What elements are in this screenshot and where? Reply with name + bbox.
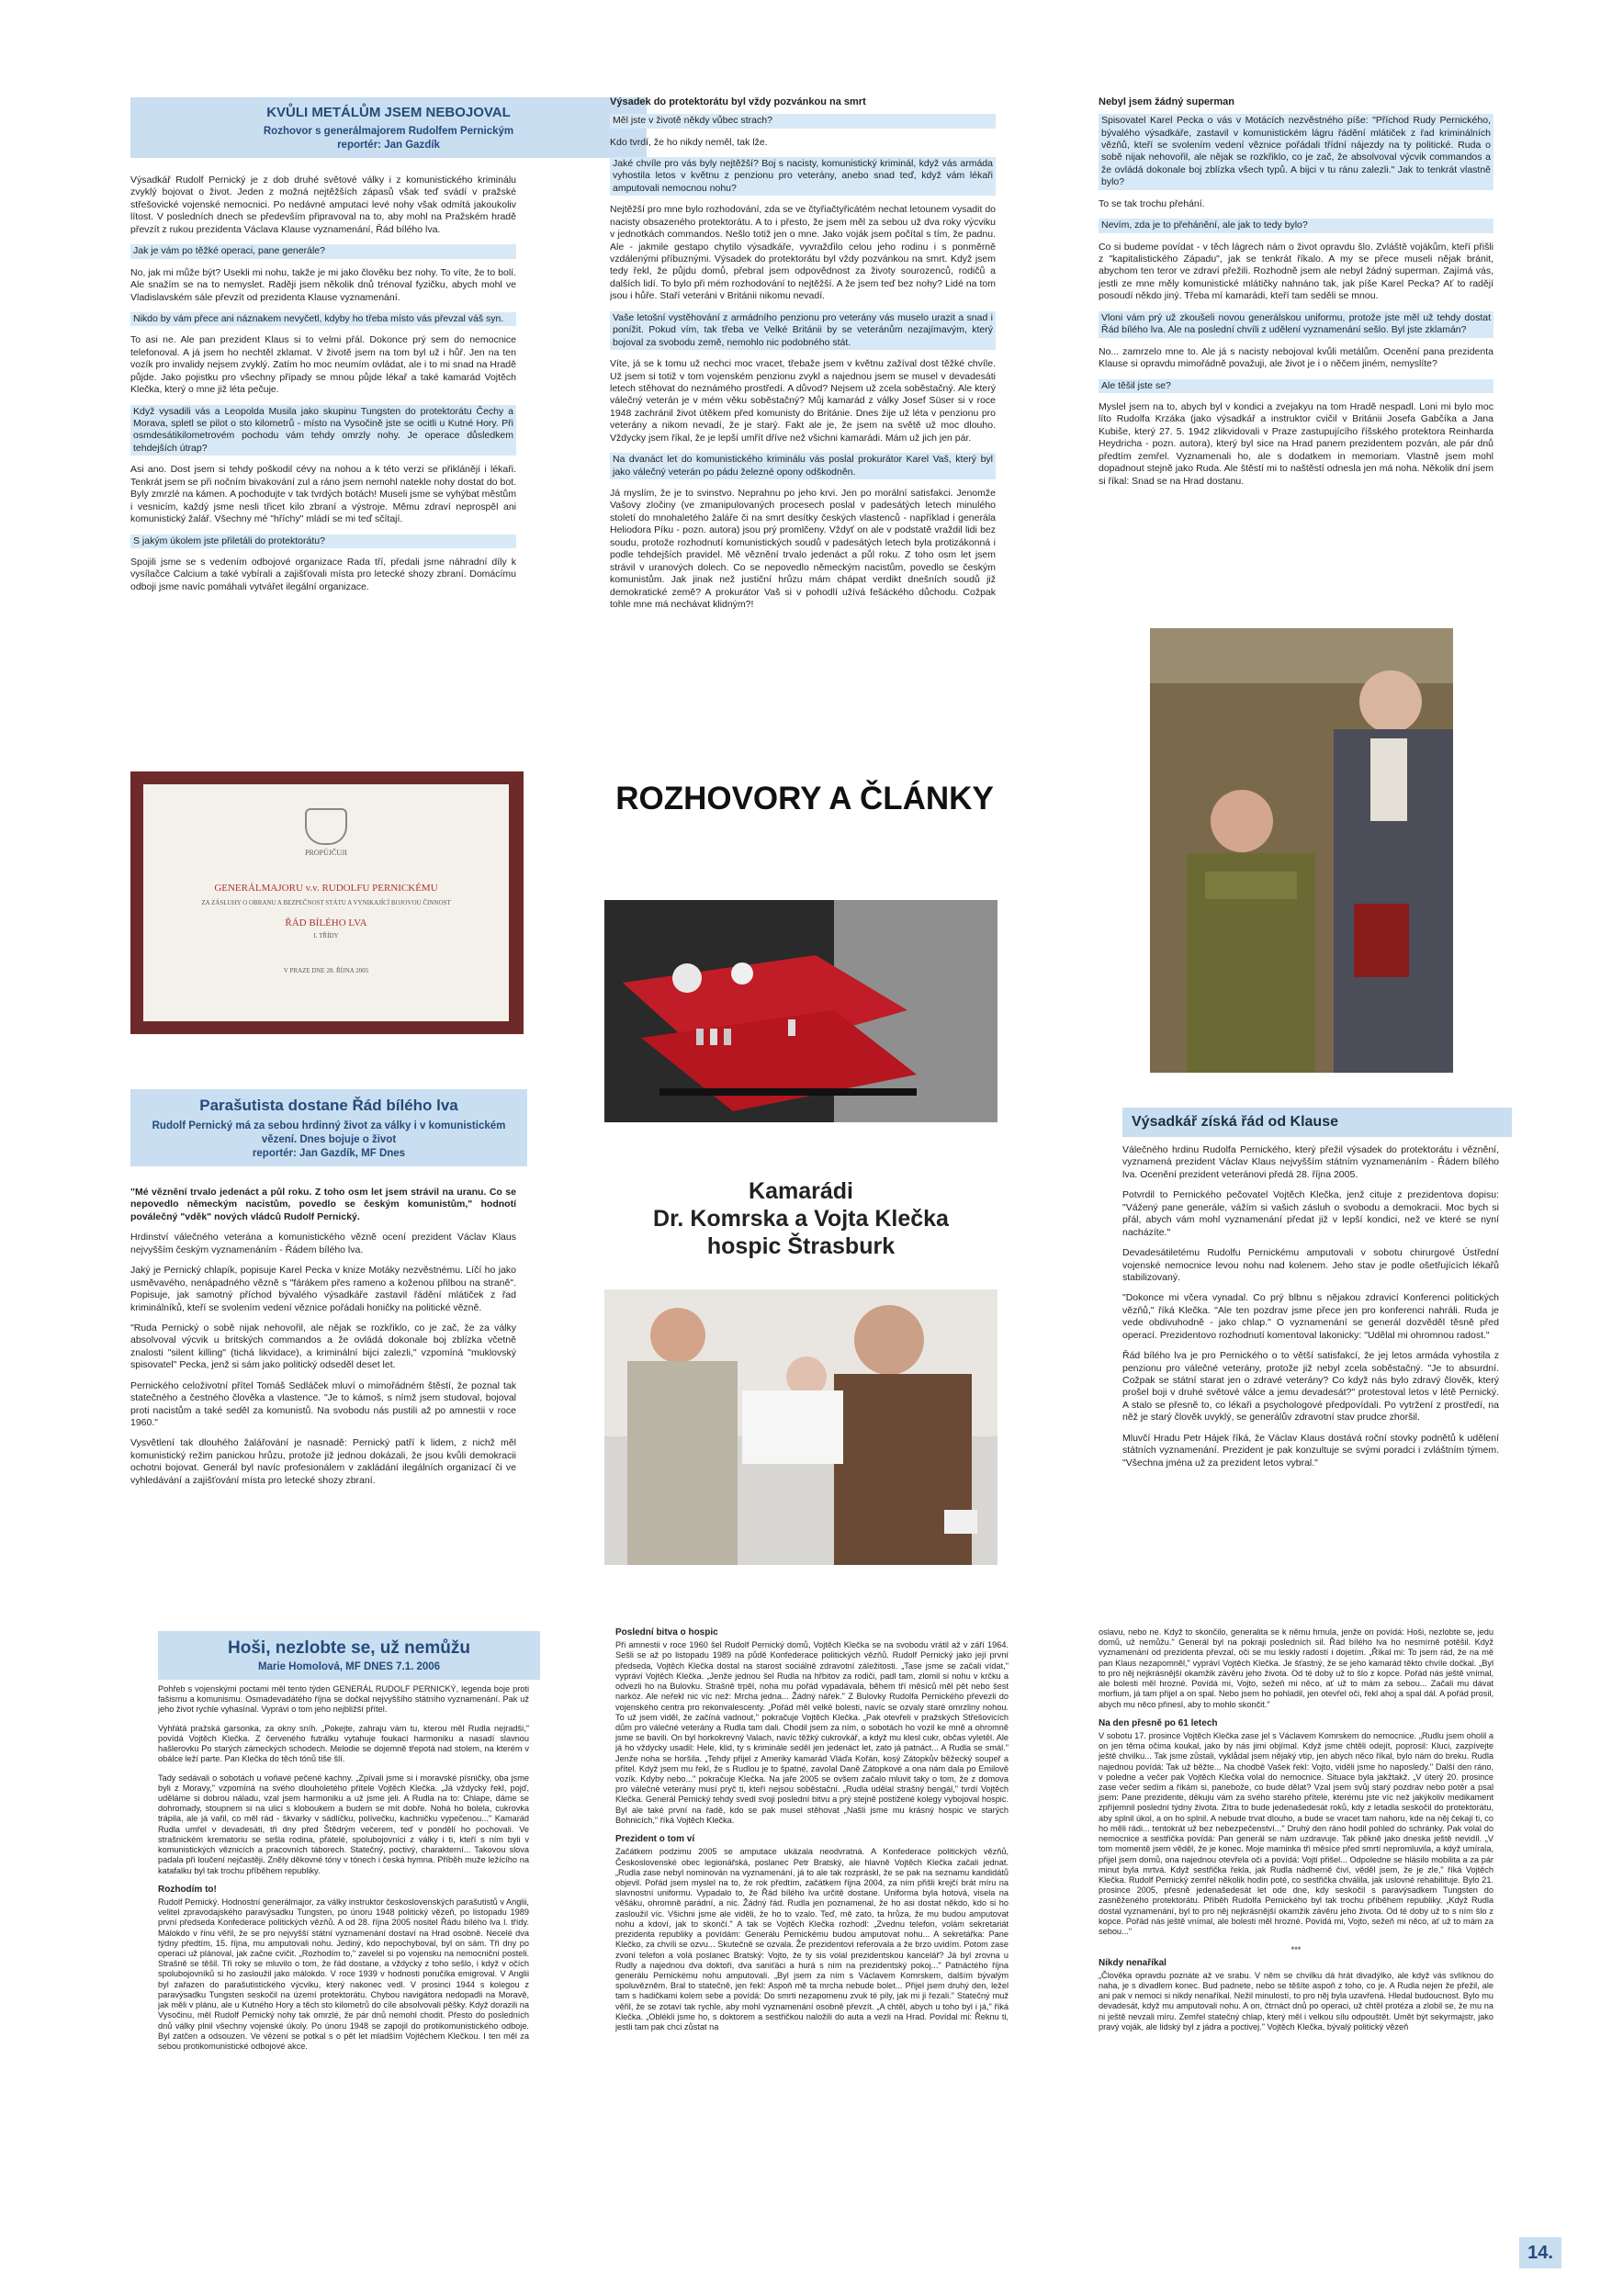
section-heading: Poslední bitva o hospic [615, 1627, 718, 1638]
diploma-recipient: GENERÁLMAJORU v.v. RUDOLFU PERNICKÉMU [214, 883, 438, 894]
veterans-photo [1150, 628, 1453, 1073]
section-heading: Prezident o tom ví [615, 1834, 695, 1845]
article-title: Hoši, nezlobte se, už nemůžu [228, 1638, 470, 1658]
section-heading: Nebyl jsem žádný superman [1099, 96, 1234, 107]
question: Na dvanáct let do komunistického kriminálu vás poslal prokurátor Karel Vaš, který byl jako válečný veterán po pádu železné opony odškodněn. [610, 453, 996, 479]
diploma-line: I. TŘÍDY [313, 932, 339, 940]
article-byline: reportér: Jan Gazdík, MF Dnes [252, 1147, 406, 1159]
paragraph: Jaký je Pernický chlapík, popisuje Karel Pecka v knize Motáky nezvěstnému. Líčí ho jako usměvavého, nenápadného vězně s "fárákem přes rameno a koženou přilbou na straně". Popisuje, jak samotný příchod bývalého výsadkáře zastavil řádění mlátiček z řad kriminálníků, kteří se svolením vedení věznice pořádali honičky na politické vězně. [130, 1265, 516, 1313]
paragraph: Spojili jsme se s vedením odbojové organizace Rada tří, předali jsme náhradní díly k vysílačce Calcium a také vybírali a zajišťovali místa pro letecké shozy zbraní. Domácímu odboji jsme navíc pomáhali vytvářet ilegální organizace. [130, 556, 516, 592]
paragraph: Rudolf Pernický. Hodnostní generálmajor, za války instruktor československých parašutistů v Anglii, velitel zpravodajského paravýsadku Tungsten, po únoru 1948 politický vězeň, po listopadu 1989 první předseda Konfederace politických vězňů. A od 28. října 2005 nositel Řádu bílého lva I. třídy. Málokdo v řínu věřil, že se pro nejvyšší státní vyznamenání dostaví na Hrad osobně. Necelé dva týdny předtím, 15. října, mu amputovali nohu. Jediný, kdo nepochyboval, byl on sám. Tři dny po operaci už plánoval, jak začne cvičit. „Rozhodím to," zavelel si po vojensku na nemocniční posteli. Strašně se těšil. Tři roky se mluvilo o tom, že řád dostane, a vždycky z toho sešlo, i když v očích spolubojovníků si ho zasloužil jako málokdo. V roce 1939 v hodnosti poručíka emigroval. V Anglii byl zařazen do parašutistického výcviku, který nakonec vedl. V prosinci 1944 s kolegou z paravýsadku Tungsten seskočil na území protektorátu. Chybou navigátora nedopadli na Moravě, jak měli v plánu, ale u Kutného Hory a těch sto kilometrů do cíle absolvovali pěšky. Když dorazili na Vysočinu, měl Rudolf Pernický nohy tak omrzlé, že pár dnů nemohl chodit. Přesto do posledních dnů války plnil všechny vojenské úkoly. Po únoru 1948 se zapojil do protikomunistického odboje. Byl zatčen a odsouzen. Ve vězení se potkal s o pět let mladším Vojtěchem Klečkou. I ten měl za sebou protikomunistické odbojové akce. [158, 1896, 529, 2051]
paragraph: No... zamrzelo mne to. Ale já s nacisty nebojoval kvůli metálům. Ocenění pana prezidenta Klause si opravdu mimořádně považuji, ale život je i o něčem jiném, nemyslíte? [1099, 345, 1493, 370]
paragraph: Pohřeb s vojenskými poctami měl tento týden GENERÁL RUDOLF PERNICKÝ, legenda boje proti fašismu a komunismu. Osmadevadátého října se dočkal nejvyššího státního vyznamenání. Pak už jeho život rychle vyhasínal. Vyprávi o tom jeho nejbližší přítel. [158, 1684, 529, 1715]
paragraph: "Dokonce mi včera vynadal. Co prý blbnu s nějakou zdravicí Konferenci politických vězňů," říká Klečka. "Ale ten pozdrav jsme přece jen pro konferenci nahráli. Ruda je vede obdivuhodně - jako chlap." O vyznamenání se generál dozvěděl těsně před operací. Prezidentovo rozhodnutí komentoval lakonicky: "Udělal mi ohromnou radost." [1122, 1292, 1499, 1341]
question: Vloni vám prý už zkoušeli novou generálskou uniformu, protože jste měl už tehdy dostat Řád bílého lva. Ale na poslední chvíli z udělení vyznamenání sešlo. Byl jste zklamán? [1099, 311, 1493, 338]
veterans-photo-drawing [1150, 628, 1453, 1073]
paragraph: Válečného hrdinu Rudolfa Pernického, který přežil výsadek do protektorátu i věznění, vyznamená prezident Václav Klaus nejvyšším státním vyznamenáním - Řádem bílého lva. Ocenění prezident veteránovi předá 28. října 2005. [1122, 1144, 1499, 1180]
article-subtitle: Rozhovor s generálmajorem Rudolfem Pernickým [263, 126, 514, 137]
diploma-line: ZA ZÁSLUHY O OBRANU A BEZPEČNOST STÁTU A VYNIKAJÍCÍ BOJOVOU ČINNOST [201, 899, 451, 906]
paragraph: No, jak mi může být? Usekli mi nohu, takže je mi jako člověku bez nohy. To víte, že to bolí. Ale snažím se na to nemyslet. Raději jsem několik dnů trénoval fyzičku, abych mohl ve Vladislavském sále převzít od prezidenta Klause vyznamenání. [130, 266, 516, 303]
article-title: Výsadkář získá řád od Klause [1132, 1114, 1338, 1130]
paragraph: Nejtěžší pro mne bylo rozhodování, zda se ve čtyřiačtyřicátém nechat letounem vysadit do nacisty obsazeného protektorátu. A to i přesto, že jsem měl za sebou už dva roky výcviku v jednotkách commandos. Nešlo totiž jen o mne. Jako voják jsem počítal s tím, že padnu. Ale - jakmile gestapo chytilo výsadkáře, vyvražďilo celou jeho rodinu i s ponměrně vzdálenými příbuznými. Výsadek do protektorátu byl vždy pozvánkou na smrt. Když jsem tedy řekl, že půjdu domů, přebral jsem odpovědnost za životy sourozenců, rodičů a dalších lidí. To bylo při mém rozhodování to nejtěžší. A že jsem teď bez nohy? Lidé na tom jsou i hůře. Staří veteráni v Británii nikomu nevadí. [610, 204, 996, 302]
article-column-3 [1099, 96, 1493, 610]
article-title: KVŮLI METÁLŮM JSEM NEBOJOVAL [266, 105, 511, 120]
question: Nevím, zda je to přehánění, ale jak to tedy bylo? [1099, 219, 1493, 232]
article-column-parachutist [130, 1187, 516, 1572]
paragraph: Asi ano. Dost jsem si tehdy poškodil cévy na nohou a k této verzi se přiklánějí i lékaři. Tenkrát jsem se při nočním bivakování zul a ráno jsem nemohl natekle nohy dostat do bot. Byly zmrzlé na kámen. A pochodujte v tak tvrdých botách! Museli jsme se vyhýbat městům i vesnicím, každý jsme nesli třicet kilo zbraní a výstroje. Měmu zdraví neprospěl ani komunistický žalář. Všechny mé "hříchy" mládí se mi teď sčítají. [130, 464, 516, 525]
paragraph: „Člověka opravdu poznáte až ve srabu. V něm se chvilku dá hrát divadýlko, ale když vás svlíknou do naha, je s divadlem konec. Bud padnete, nebo se těšíte aspoň z toho, co je. A Rudla nejen že přežil, ale ani pak v nemoci si nikdy nenaříkal. Nežil minulostí, to pro něj byla uzavřená. Hledal budoucnost. Bylo mu devadesát, když mu amputovali nohu. A on, čtrnáct dnů po operaci, už chtěl protéza a zlobil se, že mu na ni ještě nevzali míru. Zemřel statečný chlap, který měl i velkou sílu odpouštět. Umět být sekyrmajstr, jako pravý voják, ale lidský byl z jádra a poctivej." Vojtěch Klečka, bývalý politický vězeň [1099, 1970, 1493, 2032]
diploma-line: PROPŮJČUJI [305, 849, 347, 857]
section-heading: Nikdy nenaříkal [1099, 1957, 1167, 1968]
page-title: ROZHOVORY A ČLÁNKY [615, 781, 994, 816]
friends-photo [604, 1289, 997, 1565]
separator-stars: *** [1291, 1945, 1302, 1955]
section-heading: Na den přesně po 61 letech [1099, 1717, 1218, 1728]
question: Vaše letošní vystěhování z armádního penzionu pro veterány vás muselo urazit a snad i ponížit. Pokud vím, tak třeba ve Velké Británii by se veteránům nezajímavým, který bojoval za svobodu země, nemohlo nic podobného stát. [610, 311, 996, 350]
paragraph: V sobotu 17. prosince Vojtěch Klečka zase jel s Václavem Komrskem do nemocnice. „Rudlu jsem oholil a on jen těma očima koukal, jako by nás jimi objímal. Když jsme chtěli odejít, poprosil: Kluci, zazpívejte ještě chvilku... Tak jsme zůstali, vyklådal jsem nějaký vtip, jen abych něco říkal, bylo nám do breku. Rudla najednou povídá: Tak už běžte... Na chodbě Vašek řekl: Vojto, viděli jsme ho naposledy." Další den ráno, v poledne a večer pak Vojtěch Klečka volal do nemocnice. Situace byla jakžtakž. „V úterý 20. prosince zase večer sedím a říkám si, panebože, co bude dělat? Vzal jsem svůj starý pozdrav nebo potěr a psal jsem: Pane prezidente, děkuju vám za svého starého přítele, kterému jste víc než jakýkoliv medikament zpříjemnil poslední týdny života. Zítra to bude jedenašedesát roků, kdy z letadla seskočil do protektorátu, aby splnil úkol, a on ho splnil. A nebude trvat dlouho, a bude se vracet tam nahoru, kde na něj čekají ti, co ho měli rádi... tentokrát už bez nebezpečenství..." Druhý den ráno hodil pohled do schránky. Pak volal do nemocnice a sestřička povídá: Pan generál se nám uzdravuje. Tak pěkně jako dneska ještě nevidíl. „V tom momentě jsem věděl, že je konec. Moje maminka tři měsíce před smrtí nepromluvila, a když umírala, přijel jsem domů, ona najednou otevřela oči a povídá: Vojti přišel... Odpoledne se hlásilo mobilita a za pár minut byla mrtvá. Když sestřička řekla, jak Rudla nádherně čiví, věděl jsem, že je zle," říká Vojtěch Klečka. Rudolf Pernický zemřel několik hodin poté, co sestřička chválila, jak uslovné rehabilituje. Bylo 21. prosince 2005, přesně jedenašedesát let ode dne, kdy seskočil s paravýsadkem Tungsten do zasněženého protektorátu. Příběh Rudolfa Pernického byl tak trochu příběhem republiky. „Když Rudla dostal vyznamenání, byl to pro něj nejkrásnější okamžik závěru jeho života. Od té doby už to s ním šlo z kopce. Pořád nás ještě vnímal, ale bolesti měl hrozné. Povídá mi, Vojto, sežeň mi něco, ať už to mám za sebou..." [1099, 1730, 1493, 1937]
question: Měl jste v životě někdy vůbec strach? [610, 114, 996, 128]
question: S jakým úkolem jste přiletáli do protektorátu? [130, 535, 516, 548]
article-column-hosi-1 [158, 1684, 529, 2235]
paragraph: Vyhřátá pražská garsonka, za okny sníh. „Pokejte, zahraju vám tu, kterou měl Rudla nejradši," povídá Vojtěch Klečka. Z červeného futrálku vytahuje foukací harmoniku a nasadí slavnou hašlerovku Po starých zámeckých schodech. Melodie se dojemně třepotá nad stolem, na kterém v obálce leží parte. Pan Klečka do těch tónů tiše šlí. [158, 1723, 529, 1764]
article-header-hosi [158, 1631, 540, 1680]
paragraph: Hrdinství válečného veterána a komunistického vězně ocení prezident Václav Klaus nejvyšším českým vyznamenáním - Řádem bílého lva. [130, 1232, 516, 1255]
diploma-photo [130, 771, 524, 1034]
paragraph: Devadesátiletému Rudolfu Pernickému amputovali v sobotu chirurgové Ústřední vojenské nemocnice levou nohu nad kolenem. Jeho stav je podle ošetřujících lékařů stabilizovaný. [1122, 1247, 1499, 1283]
paragraph: To se tak trochu přehání. [1099, 197, 1205, 209]
article-column-hosi-3 [1099, 1627, 1493, 2234]
paragraph: Výsadkář Rudolf Pernický je z dob druhé světové války i z komunistického kriminálu zvyklý bojovat o život. Jeden z možná nejtěžších zápasů však teď svádí v pražské střešovické vojenské nemocnici. Po nedávné amputaci levé nohy však odmítá jakoukoliv lítost. V posledních dnech se především připravoval na to, aby mohl na Pražském hradě převzít z rukou prezidenta Václava Klause vyznamenání, Řád bílého lva. [130, 174, 516, 235]
page-number: 14. [1519, 2237, 1561, 2268]
question: Ale těšil jste se? [1099, 379, 1493, 393]
article-byline: Marie Homolová, MF DNES 7.1. 2006 [257, 1661, 441, 1672]
medals-photo [604, 900, 997, 1122]
paragraph: Při amnestii v roce 1960 šel Rudolf Pernický domů, Vojtěch Klečka se na svobodu vrátil až v září 1964. Sešli se až po listopadu 1989 na půdě Konfederace politických vězňů. Rudolf Pernický jako její první předseda, Vojtěch Klečka dostal na starost sociálně zdravotní záležitosti. „Tase jsme se začali vídat," vypráví Vojtěch Klečka. „Jenže jednou šel Rudla na hřbitov za rodiči, padl tam, zlomil si nohu v krčku a odvezli ho na Bulovku. Strašně trpěl, noha mu pořád vypadávala, během tří měsíců měl pět nebo šest narkóz. Ale neřekl nic víc než: Mrcha jedna... Žádný nářek." Z Bulovky Rudolfa Pernického převezli do vojenského centra pro rekonvalescenty. „Pořád měl velké bolesti, navíc se ozvaly staré omrzliny nohou. To už jsem viděl, že začíná vadnout," pokračuje Vojtěch Klečka. „Pak otevřeli v pražských Střešovicích dům pro válečné veterány a Rudla tam dali. Chodil jsem za ním, o sobotách ho vozil ke mně a ohromně jsme se bavili. On byl horkokrevný Valach, navíc těžký cukrovkář, a když mu klesl cukr, občas vyletěl. Ale já ho vždycky usadil: Hele, klid, ty s kriminále seděl jen jedenáct let, zato já patnáct... A Rudla se smál." Jenže nohа se horšila. „Tehdy přijel z Ameriky kamarád Vláďa Kořán, kosý Zátopkův běžecký soupeř a přítel. Když jsem mu řekl, že s Rudlou je to špatné, zavolal Daně Zátopkové a ona nám dala po Emilově vozík. Kdyby nebo..." pokračuje Klečka. Na jaře 2005 se ovšem začalo mluvit taky o tom, že z domova pro válečné veterány musí pryč ti, kteří nejsou soběstační. „Rudla udělal strašný bengál," tvrdí Vojtěch Klečka. Generál Pernický tehdy svedl svoji poslední bitvu a prý stejně postižené kolegy vybojoval hospic. Byl ale také první na řadě, kdo se pak musel stěhovat „Našli jsme mu krásný hospic ve starých Bohnicích," říká Vojtěch Klečka. [615, 1640, 1009, 1825]
diploma-paper [143, 784, 509, 1021]
section-heading: Rozhodím to! [158, 1884, 217, 1895]
paragraph: Potvrdil to Pernického pečovatel Vojtěch Klečka, jenž cituje z prezidentova dopisu: "Vážený pane generále, vážím si vašich zásluh o svobodu a demokracii. Moc bych si přál, abych vám mohl vyznamenání předat již v lepší kondici, než ve které se nyní nacházíte." [1122, 1189, 1499, 1238]
diploma-order: ŘÁD BÍLÉHO LVA [285, 917, 367, 929]
paragraph: "Mé věznění trvalo jedenáct a půl roku. Z toho osm let jsem strávil na uranu. Co se nepovedlo německým nacistům, povedlo se českým komunistům," hodnotí poválečný "vděk" nových vládců Rudolf Pernický. [130, 1187, 516, 1222]
coat-of-arms-icon [305, 808, 347, 845]
article-byline: reportér: Jan Gazdík [337, 139, 440, 151]
question: Spisovatel Karel Pecka o vás v Motácích nezvěstného píše: "Příchod Rudy Pernického, bývalého výsadkáře, zastavil v komunistickém lágru řádění mlátiček z řad kriminálních vězňů, kteří se svolením vedení věznice pořádali třídní nájezdy na ty politické. Ruda o sobě nijak nehovořil, ale nějak se rozkřiklo, co je zač, že absolvoval výcvik commandos a že ovládá dokonale boj zblízka všech typů. A bijci v tu ránu zalezli." Jak to tenkrát vlastně bylo? [1099, 114, 1493, 190]
article-column-hosi-2 [615, 1627, 1009, 2234]
medals-photo-drawing [604, 900, 997, 1122]
paragraph: Řád bílého lva je pro Pernického o to větší satisfakcí, že jej letos armáda vyhostila z penzionu pro válečné veterány, protože již nebyl zcela soběstačný. "Je to absurdní. Cožpak se státní starat jen o zdravé veterány? Co když nás bylo zdravý člověk, který prošel boji v druhé světové válce a jemu devadesát?" protestoval letos v létě Pernický. A stalo se přesně to, co lékaři a psychologové předpovídali. Po vytržení z prostředí, na něž je starý člověk uvyklý, se generálův zdravotní stav prudce zhoršil. [1122, 1350, 1499, 1424]
paragraph: oslavu, nebo ne. Když to skončilo, generalita se k němu hrnula, jenže on povídá: Hoši, nezlobte se, jedu domů, už nemůžu." Generál byl na pokraji posledních sil. Řád bílého lva ho nesmírně potěšil. Když vyznamenání od prezidenta převzal, oči se mu leskly radostí i dojetím. „Říkal mi: To jsem rád, že na mě pan Klaus nezapomněl," vypráví Vojtěch Klečka. Je šťastný, že se jeho kamarád těkto chvíle dočkal. „Byl to pro něj nejkrásnější okamžik závěru jeho života. Od té doby už to šlo z kopce. Pořád nás ještě vnímal, ale bolesti měl hrozné. Povídá mi, Vojto, sežeň mi něco, ať už to mám za sebou... Začali mu dávat morfium, já tam přijel a on spal. Nebo jsem ho pohladil, jen otevřel oči, řekl ahoj a spal dál. A pořád prosil, abych mu něco přinesl, aby to mohlo skončit." [1099, 1627, 1493, 1709]
paragraph: To asi ne. Ale pan prezident Klaus si to velmi přál. Dokonce prý sem do nemocnice telefonoval. A já jsem ho nechtěl zklamat. V životě jsem na tom byl už i hůř. Jen na ten vozík pro invalidy nejsem zvyklý. Zatím ho moc neumím ovládat, ale i to mi snad na Hradě půjde. Jako pojistku pro všechny případy se mnou půjde lékař a také kamarád Vojtěch Klečka, který o mne již léta pečuje. [130, 334, 516, 396]
photo-caption: Kamarádi Dr. Komrska a Vojta Klečka hospic Štrasburk [653, 1178, 949, 1259]
paragraph: Mluvčí Hradu Petr Hájek říká, že Václav Klaus dostává roční stovky podnětů k udělení státních vyznamenání. Prezident je pak konzultuje se svými poradci i zvláštním týmem. "Všechna jména už za prezident letos vybral." [1122, 1432, 1499, 1469]
article-title: Parašutista dostane Řád bílého lva [199, 1097, 458, 1114]
article-column-2 [610, 96, 996, 738]
paragraph: Vysvětlení tak dlouhého žalářování je nasnadě: Pernický patří k lidem, z nichž měl komunistický režim panickou hrůzu, protože již jednou dokázali, že jsou kvůli demokracii ochotni bojovat. Generál byl navíc profesionálem v zakládání ilegálních organizací či ve vyhledávání a zajišťování místa pro letecké shozy zbraní. [130, 1437, 516, 1486]
paragraph: Já myslím, že je to svinstvo. Neprahnu po jeho krvi. Jen po morální satisfakci. Jenomže Vašovy zločiny (ve zmanipulovaných procesech poslal v padesátých letech minulého století do mnohaletého žaláře či na smrt desítky českých vlastenců - například i generála Heliodora Píku - pozn. autora) jsou prý promlčeny. Vždyť on ale v podstatě vraždil lidi bez soudu, protože rozhodnutí komunistických soudů v padesátých letech byla protizákonná i podle tehdejších pravidel. Mě věznění trvalo jedenáct a půl roku. Z toho osm let jsem strávil v uranových dolech. Co se nepovedlo německým nacistům, povedlo se českým komunistům. Jak jinak než justiční hrůzu mám chápat verdikt dnešních soudů již demokratické země? A prokurátor Vaš si v pohodlí užívá fešáckého důchodu. Cožpak tohle mne má nechávat klidným?! [610, 488, 996, 610]
diploma-date: V PRAZE DNE 28. ŘÍJNA 2005 [283, 967, 369, 974]
paragraph: Začátkem podzimu 2005 se amputace ukázala neodvratná. A Konfederace politických vězňů, Československé obec legionářská, poslanec Petr Bratský, ale hlavně Vojtěch Klečka začali jednat. „Rudla zase nebyl nominován na vyznamenání, já to ale tak rozpráskl, že se pak na seznamu kandidátů objevil. Pořád jsem myslel na to, že rok předtím, začátkem října 2004, za ním přišli krejčí brát míru na slavnostní uniformu. Vypadalo to, že Řád bílého lva určitě dostane. Uniforma byla hotová, visela na věšáku, ohromně parádní, a nic. Žádný řád. Rudla jen poznamenal, že ho asi dostat někdo, kdo si ho zasloužil víc. Všichni jsme ale viděli, že ho to vzalo. Teď, mě zato, ta hrůza, že mu budou amputovat nohu a kdoví, jak to skončí." A tak se Vojtěch Klečka rozhodl: „Zvednu telefon, volám sekretariát prezidenta republiky a povídám: Generálu Pernickému budou amputovat nohu... A sekretářka: Pane Klečko, za chvíli se ozvu... Skutečně se ozvala. Že prezidentovi referovala a že brzo uvidím. Potom zase zvoní telefon a volá poslanec Bratský: Vojto, že ty sis volal prezidentskou kancelář? Já byl zrovna u Rudly a najednou dva doktoři, dva saniťáci a hurá s ním na prezidentský pokoj..." Patnáctého října generálu Pernickému nohu amputovali. „Byl jsem za ním s Václavem Komrskem, dalším bývalým spoluvězněm. Bral to statečně, jen řekl: Aspoň mě ta mrcha nebude bolet... Přijel jsem druhý den, ležel tam s hadičkami kolem sebe a povídá: Do smrti nezapomenu zvuk té pily, jak mi ji řezali." Statečný muž věřil, že se zotaví tak rychle, aby mohl vyznamenání osobně převzít. „A chtěl, abych u toho byl i já," říká Klečka. „Oblékli jsme ho, s doktorem a sestřičkou naložili do auta a vezli na Hrad. Povídal mi: Řeknu ti, jestli tam pak chci zůstat na [615, 1847, 1009, 2032]
paragraph: Víte, já se k tomu už nechci moc vracet, třebaže jsem v květnu zažíval dost těžké chvíle. Už jsem si totiž v tom vojenském penzionu zvykl a najednou jsem se musel v devadesáti letech stěhovat do neznámého prostředí. A důvod? Nejsem už zcela soběstačný. Ale který válečný veterán je v mém věku soběstačný? Můj kamarád z války Josef Süser si v roce 1948 zachránil život útěkem před komunisty do Británie. Dnes žije už léta v penzionu pro veterány a nikom nevadí, že je starý. Fakt ale je, že jsem na světě už moc dlouho. Vždycky jsem říkal, že je lepší umřít dříve než všichni kamarádi. Mám už jich jen pár. [610, 358, 996, 444]
question: Když vysadili vás a Leopolda Musila jako skupinu Tungsten do protektorátu Čechy a Morava, spletl se pilot o sto kilometrů - místo na Vysočině jste se ocitli u Kutné Hory. Při osmdesátikilometrovém pochodu vám tehdy omrzly nohy. Je operace důsledkem tehdejších útrap? [130, 405, 516, 456]
question: Jaké chvíle pro vás byly nejtěžší? Boj s nacisty, komunistický kriminál, když vás armáda vyhostila letos v květnu z penzionu pro veterány, anebo snad teď, když vám lékaři amputovali nemocnou nohu? [610, 157, 996, 196]
article-header-parachutist [130, 1089, 527, 1166]
paragraph: Co si budeme povídat - v těch lágrech nám o život opravdu šlo. Zvláště vojákům, kteří přišli z "kapitalistického Západu", jak se tenkrát říkalo. A my se přece museli nějak bránit, abychom ten teror ve zdraví přežili. Rozhodně jsem ale nebyl žádný superman. Zajímá vás, jestli ze mne měly komunistické mlátičky nahnáno tak, jak píše Karel Pecka? Ať to radějí posoudí někdo jiný. Třeba mí kamarádi, kteří tam seděli se mnou. [1099, 241, 1493, 302]
question: Nikdo by vám přece ani náznakem nevyčetl, kdyby ho třeba místo vás převzal váš syn. [130, 312, 516, 326]
paragraph: Pernického celoživotní přítel Tomáš Sedláček mluví o mimořádném štěstí, že poznal tak statečného a čestného člověka a vlastence. "Je to kámoš, s nímž jsem studoval, bojoval proti nacistům a také seděl za komunistů. Na svobodu nás pustili až po amnestii v roce 1960." [130, 1379, 516, 1428]
paragraph: Myslel jsem na to, abych byl v kondici a zvejakyu na tom Hradě nespadl. Loni mi bylo moc líto Rudolfa Krzáka (jako výsadkář a instruktor cvičil v Británii Josefa Gabčíka a Jana Kubiše, který 27. 5. 1942 zlikvidovali v Praze zastupujícího říšského protektora Reinharda Heydricha - pozn. autora), který byl sice na Hrad panem prezidentem pozván, ale pár dnů předtím zemřel. Vyznamenali ho, ale s dodatkem in memoriam. Vlastně jsem mohl dopadnout stejně jako Ruda. Ale štěstí mi to naštěstí odnesla jen má noha. Několik dní jsem si říkal: Snad se na Hrad dostanu. [1099, 400, 1493, 487]
section-heading: Výsadek do protektorátu byl vždy pozvánkou na smrt [610, 96, 866, 107]
article-header-klaus [1122, 1108, 1512, 1137]
article-column-1 [130, 174, 516, 726]
paragraph: Kdo tvrdí, že ho nikdy neměl, tak lže. [610, 136, 768, 148]
paragraph: "Ruda Pernický o sobě nijak nehovořil, ale nějak se rozkřiklo, co je zač, že za války absolvoval výcvik u britských commandos a že ovládá dokonale boj zblízka včetně znalosti "silent killing" (tichá likvidace), a kriminální bijci zalezli," vzpomíná "muklovský spisovatel" Pecka, jenž si sám jako politický odseděl deset let. [130, 1322, 516, 1371]
question: Jak je vám po těžké operaci, pane generále? [130, 244, 516, 258]
article-header-metals [130, 97, 647, 158]
friends-photo-drawing [604, 1289, 997, 1565]
article-subtitle: Rudolf Pernický má za sebou hrdinný život za války i v komunistickém vězení. Dnes bojuje o život [152, 1120, 506, 1145]
paragraph: Tady sedávali o sobotách u voňavé pečené kachny. „Zpívali jsme si i moravské písničky, oba jsme byli z Moravy," vzpomíná na svého dlouholetého přítele Vojtěch Klečka. „Já vždycky řekl, pojď, uděláme si dobrou náladu, vzal jsem harmoniku a už jsme jeli. A Rudla na to: Chlape, dáme se dohromady, stoupnem si na ulici s kloboukem a budem se mít dobře. Nohá ho bolela, cukrovka trápila, ale já vařil, co měl rád - škvarky v sádlíčku, polívečku, kachničku vypečenou..." Kamarád Rudla umřel v devadesáti, tři dny před Štědrým večerem, teď v pondělí ho pochovali. Ve strašnickém krematoriu se sešla rodina, přátelé, spolubojovníci z války i ti, kteří s ním byli v komunistických věznicích a pracovních táborech. Statečný, poctivý, charakterní... Takovou slova padala při loučení nejčastěji. Zněly děkovné tóny v tónech i česká hymna. Příběh muže ležícího na katafalku byl tak trochu příběhem republiky. [158, 1773, 529, 1875]
article-column-klaus [1122, 1144, 1499, 1576]
